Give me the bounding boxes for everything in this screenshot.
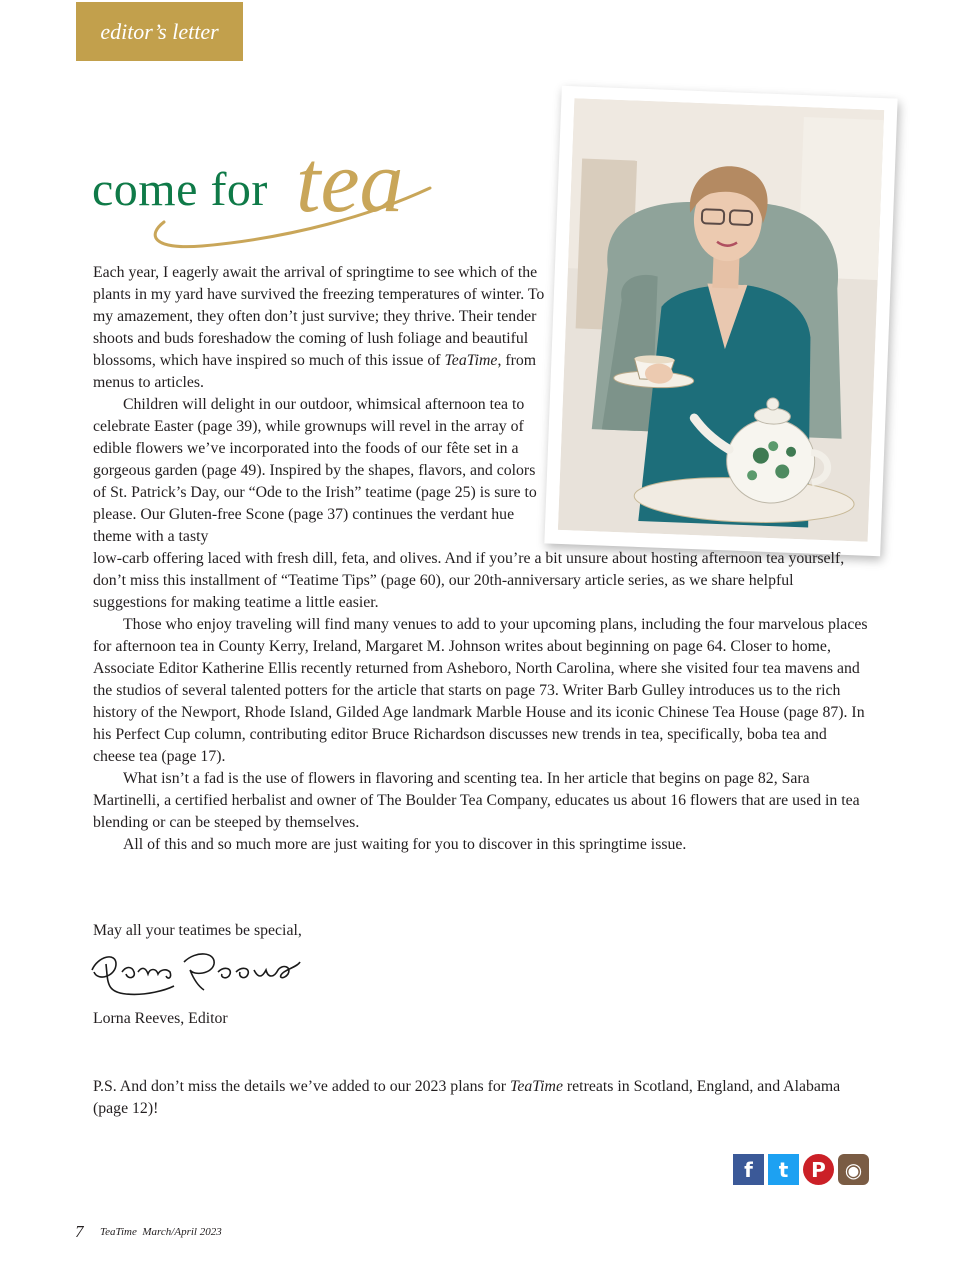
signer-name: Lorna Reeves, Editor	[93, 1010, 228, 1027]
footer-date: March/April 2023	[142, 1226, 222, 1238]
postscript-end: retreats in Scotland, England, and Alabama (page 12)!	[93, 1078, 841, 1117]
paragraph-1-end: , from menus to articles.	[93, 352, 537, 391]
narrow-column	[93, 262, 545, 548]
magazine-name: TeaTime	[444, 352, 498, 369]
page-number: 7	[75, 1222, 84, 1241]
paragraph-5: All of this and so much more are just waiting for you to discover in this springtime issue.	[123, 836, 687, 853]
paragraph-2: Children will delight in our outdoor, whimsical afternoon tea to celebrate Easter (page 39), while grownups will revel in the array of edible flowers we’ve incorporated into the foods of our fête set in a gorgeous garden (page 49). Inspired by the shapes, flavors, and colors of St. Patrick’s Day, our “Ode to the Irish” teatime (page 25) is sure to please. Our Gluten-free Scone (page 37) continues the verdant hue theme with a tasty	[93, 396, 537, 545]
twitter-icon[interactable]: t	[768, 1154, 799, 1185]
paragraph-1-text: Each year, I eagerly await the arrival of springtime to see which of the plants in my yard have survived the freezing temperatures of winter. To my amazement, they often don’t just survive; they thrive. Their tender shoots and buds foreshadow the coming of lush foliage and beautiful blossoms, which have inspired so much of this issue of	[93, 264, 545, 369]
instagram-icon[interactable]: ◉	[838, 1154, 869, 1185]
postscript-start: P.S. And don’t miss the details we’ve added to our 2023 plans for	[93, 1078, 507, 1095]
paragraph-3: Those who enjoy traveling will find many venues to add to your upcoming plans, including the four marvelous places for afternoon tea in County Kerry, Ireland, Margaret M. Johnson writes about beginning on page 64. Closer to home, Associate Editor Katherine Ellis recently returned from Asheboro, North Carolina, where she visited four tea mavens and the studios of several talented potters for the article that starts on page 73. Writer Barb Gulley introduces us to the rich history of the Newport, Rhode Island, Gilded Age landmark Marble House and its iconic Chinese Tea House (page 87). In his Perfect Cup column, contributing editor Bruce Richardson discusses new trends in tea, specifically, boba tea and cheese tea (page 17).	[93, 616, 868, 765]
paragraph-1	[93, 262, 545, 394]
section-tab-label: editor’s letter	[100, 18, 219, 44]
headline-swash	[92, 140, 452, 255]
facebook-icon[interactable]: f	[733, 1154, 764, 1185]
closing-line: May all your teatimes be special,	[93, 922, 302, 939]
letter-body	[93, 262, 868, 856]
postscript	[93, 1076, 863, 1120]
postscript-magazine: TeaTime	[509, 1078, 563, 1095]
headline	[92, 134, 452, 255]
social-icons	[733, 1154, 869, 1185]
section-tab	[76, 2, 243, 61]
headline-come-for: come for	[92, 163, 268, 216]
signature	[86, 942, 301, 1004]
headline-tea: tea	[296, 134, 404, 231]
footer-magazine: TeaTime	[100, 1226, 137, 1238]
paragraph-4: What isn’t a fad is the use of flowers in flavoring and scenting tea. In her article that begins on page 82, Sara Martinelli, a certified herbalist and owner of The Boulder Tea Company, educates us about 16 flowers that are used in tea blending or can be steeped by themselves.	[93, 770, 860, 831]
paragraph-2-continued: low-carb offering laced with fresh dill, feta, and olives. And if you’re a bit unsure about hosting afternoon tea yourself, don’t miss this installment of “Teatime Tips” (page 60), our 20th-anniversary article series, as we share helpful suggestions for making teatime a little easier.	[93, 550, 845, 611]
footer-issue	[100, 1226, 222, 1238]
pinterest-icon[interactable]: P	[803, 1154, 834, 1185]
